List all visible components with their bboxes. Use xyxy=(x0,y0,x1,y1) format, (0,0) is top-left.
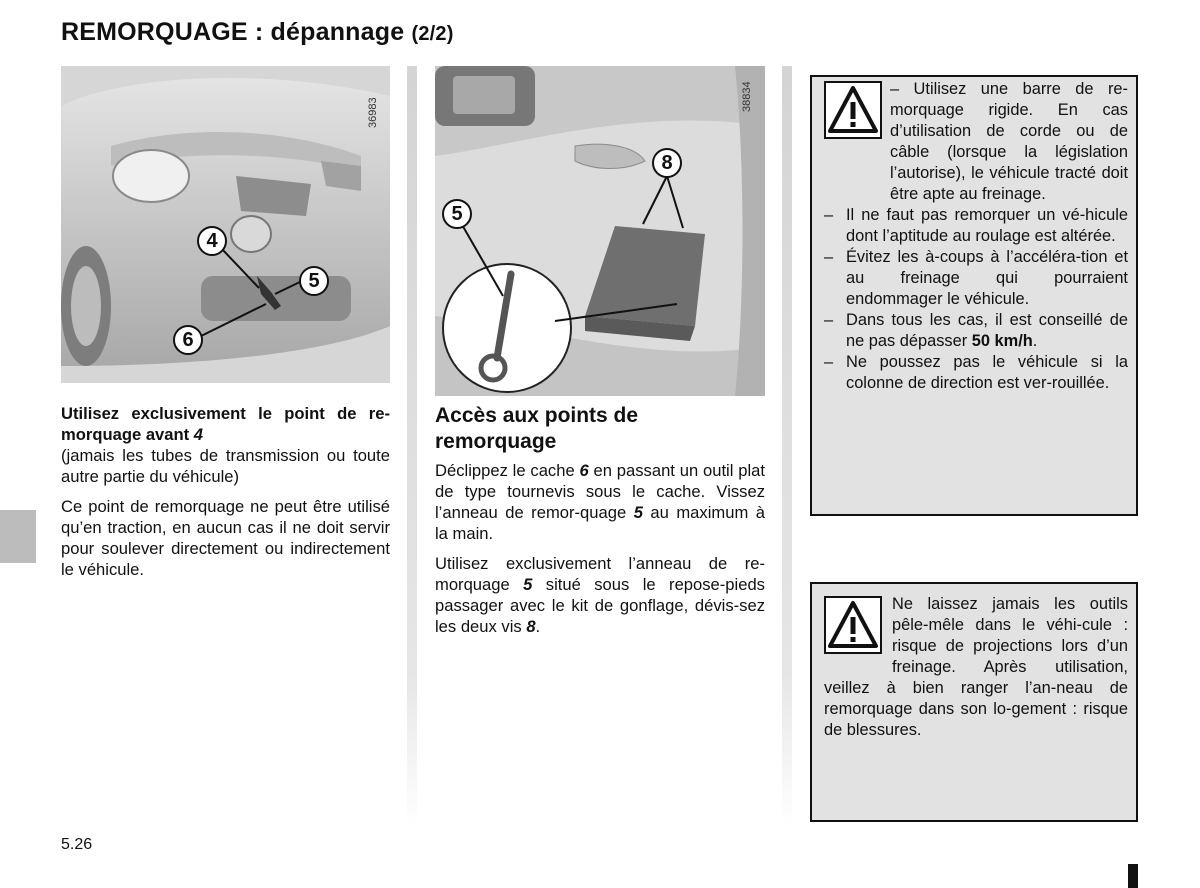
warning-box-tools xyxy=(810,582,1138,822)
ref-number: 5 xyxy=(523,575,533,594)
column-separator-left xyxy=(407,66,417,826)
callout-8: 8 xyxy=(652,148,682,178)
ref-number: 8 xyxy=(526,617,536,636)
callout-4: 4 xyxy=(197,226,227,256)
page-title-main: REMORQUAGE : dépannage xyxy=(61,18,405,46)
towing-point-number: 4 xyxy=(193,425,204,444)
page-title xyxy=(61,18,454,47)
warning-item: – Ne poussez pas le véhicule si la colonne de direction est ver-rouillée. xyxy=(824,352,1128,394)
paragraph-towing-ring: Utilisez exclusivement l’anneau de re-morquage 5 situé sous le repose-pieds passager avec le kit de gonflage, dévis-sez les deux vis 8. xyxy=(435,554,765,636)
paragraph-traction-only: Ce point de remorquage ne peut être utilisé qu’en traction, en aucun cas il ne doit servir pour soulever directement ou indirectement le véhicule. xyxy=(61,497,390,579)
column-separator-right xyxy=(782,66,792,826)
towing-point-bold: Utilisez exclusivement le point de re-morquage avant xyxy=(61,404,390,444)
page-number: 5.26 xyxy=(61,836,93,853)
warning-list-container xyxy=(824,79,1128,394)
footwell-illustration xyxy=(435,66,765,396)
ref-number: 5 xyxy=(633,503,643,522)
paragraph-towing-point xyxy=(61,403,390,487)
warning-item: – Utilisez une barre de re-morquage rigide. En cas d’utilisation de corde ou de câble (lorsque la législation l’autorise), le véhicule tracté doit être apte au freinage. xyxy=(890,80,1128,203)
page-title-suffix: (2/2) xyxy=(411,23,454,45)
ref-number: 6 xyxy=(579,461,589,480)
warning-item-speed: – Dans tous les cas, il est conseillé de ne pas dépasser 50 km/h. xyxy=(824,310,1128,352)
speed-limit: 50 km/h xyxy=(971,332,1033,350)
warning-box-towing xyxy=(810,75,1138,516)
car-front-illustration xyxy=(61,66,390,383)
chapter-tab xyxy=(0,510,36,563)
page-corner-mark xyxy=(1128,864,1138,888)
section-heading: Accès aux points de remorquage xyxy=(435,404,639,453)
towing-point-note: (jamais les tubes de transmission ou toute autre partie du véhicule) xyxy=(61,446,390,486)
figure-ref-code: 36983 xyxy=(367,97,379,128)
figure-footwell xyxy=(435,66,765,396)
warning-tools-text: Ne laissez jamais les outils pêle-mêle dans le véhi-cule : risque de projections lors d’un freinage. Après utilisation, veillez à bien ranger l’an-neau de remorquage dans son lo-gement : risque de blessures. xyxy=(824,595,1128,739)
callout-6: 6 xyxy=(173,325,203,355)
callout-5: 5 xyxy=(299,266,329,296)
warning-item: – Il ne faut pas remorquer un vé-hicule dont l’aptitude au roulage est altérée. xyxy=(824,205,1128,247)
figure-ref-code: 38834 xyxy=(741,81,753,112)
left-column-text xyxy=(61,403,390,589)
warning-item: – Évitez les à-coups à l’accéléra-tion et au freinage qui pourraient endommager le véhicule. xyxy=(824,247,1128,310)
callout-5: 5 xyxy=(442,199,472,229)
paragraph-unclip-cover: Déclippez le cache 6 en passant un outil plat de type tournevis sous le cache. Vissez l’anneau de remor-quage 5 au maximum à la main. xyxy=(435,461,765,543)
middle-column-text xyxy=(435,460,765,646)
figure-car-front xyxy=(61,66,390,383)
